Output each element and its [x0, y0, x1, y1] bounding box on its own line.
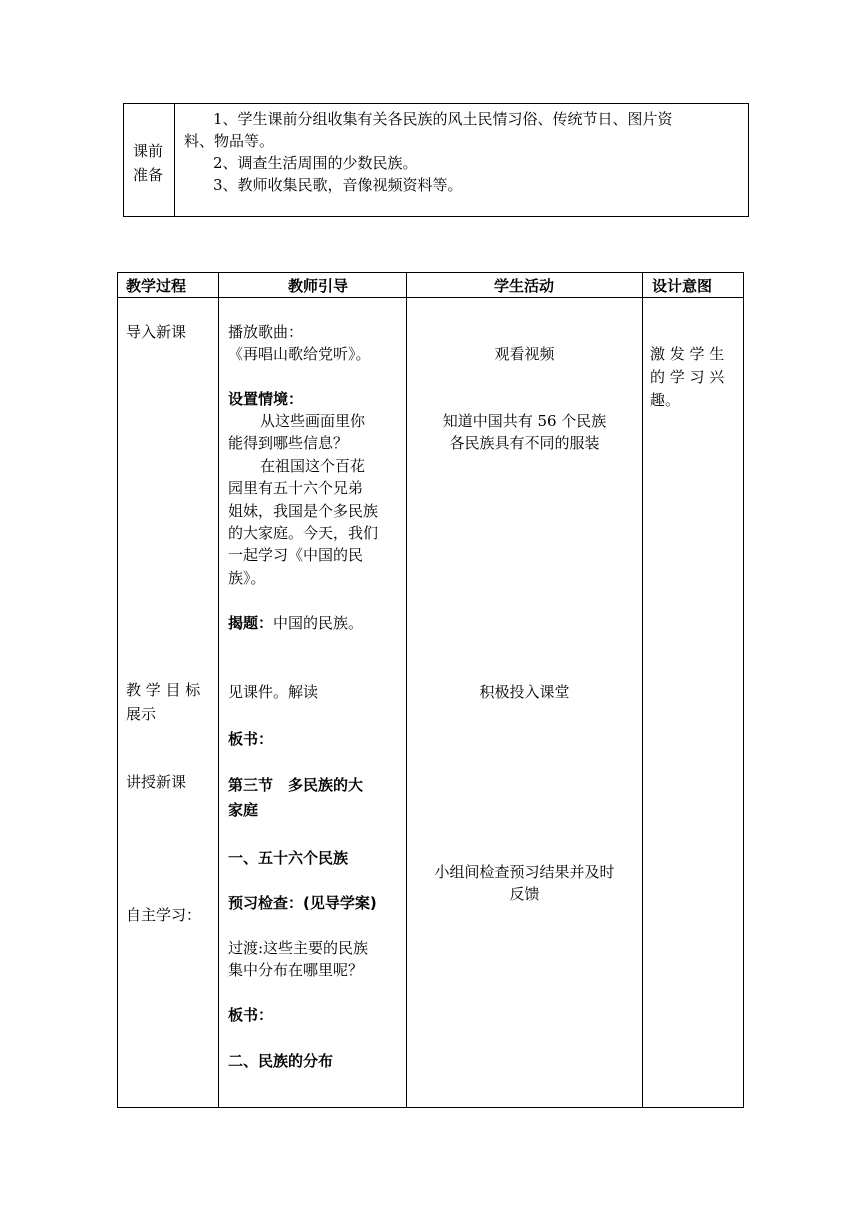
- teacher-topic-text: 中国的民族。: [273, 614, 364, 632]
- intent-line2: 的 学 习 兴: [650, 368, 725, 386]
- teacher-section-line2: 家庭: [228, 801, 259, 819]
- header-student: 学生活动: [494, 277, 555, 295]
- preparation-content-cell: [175, 104, 748, 216]
- teacher-preview-check: 预习检查：(见导学案): [228, 894, 377, 912]
- student-group-line2: 反馈: [509, 885, 540, 903]
- student-watch-video: 观看视频: [494, 345, 555, 363]
- header-divider: [118, 297, 743, 298]
- teacher-scene-p1-line1: 从这些画面里你: [260, 412, 366, 430]
- column-divider: [218, 273, 219, 1107]
- preparation-label-cell: [124, 104, 175, 216]
- teacher-song-line1: 播放歌曲：: [228, 323, 304, 341]
- process-intro: 导入新课: [126, 323, 187, 341]
- teacher-scene-p2-line1: 在祖国这个百花: [260, 457, 366, 475]
- prep-item-1-line-1: 1、学生课前分组收集有关各民族的风土民情习俗、传统节日、图片资: [213, 110, 673, 128]
- teacher-scene-p2-line5: 一起学习《中国的民: [228, 546, 364, 564]
- teacher-board-label-1: 板书：: [228, 730, 274, 748]
- teacher-part-2: 二、民族的分布: [228, 1052, 334, 1070]
- teaching-process-table: [117, 272, 744, 1108]
- preparation-label-line2: 准备: [133, 166, 164, 184]
- header-intent: 设计意图: [652, 277, 713, 295]
- intent-line1: 激 发 学 生: [650, 345, 725, 363]
- teacher-part-1: 一、五十六个民族: [228, 849, 349, 867]
- teacher-scene-p2-line6: 族》。: [228, 569, 266, 587]
- teacher-transition-line1: 过渡:这些主要的民族: [228, 939, 369, 957]
- process-goal-line2: 展示: [126, 705, 157, 723]
- preparation-label-line1: 课前: [133, 142, 164, 160]
- teacher-scene-label: 设置情境：: [228, 390, 304, 408]
- teacher-scene-p1-line2: 能得到哪些信息？: [228, 434, 349, 452]
- prep-item-1-line-2: 料、物品等。: [184, 132, 275, 150]
- process-self-study: 自主学习：: [126, 906, 202, 924]
- teacher-topic: [228, 614, 363, 632]
- process-goal-line1: 教 学 目 标: [126, 681, 201, 699]
- student-group-line1: 小组间检查预习结果并及时: [434, 863, 615, 881]
- teacher-scene-p2-line2: 园里有五十六个兄弟: [228, 479, 364, 497]
- preparation-table: [123, 103, 749, 217]
- teacher-topic-label: 揭题：: [228, 614, 274, 632]
- teacher-song-line2: 《再唱山歌给党听》。: [228, 345, 371, 363]
- student-know-line2: 各民族具有不同的服装: [449, 434, 600, 452]
- teacher-section-line1: 第三节 多民族的大: [228, 776, 364, 794]
- teacher-board-label-2: 板书：: [228, 1006, 274, 1024]
- column-divider: [642, 273, 643, 1107]
- student-engage: 积极投入课堂: [479, 683, 570, 701]
- prep-item-3: 3、教师收集民歌，音像视频资料等。: [213, 176, 463, 194]
- header-process: 教学过程: [126, 277, 187, 295]
- header-teacher: 教师引导: [288, 277, 349, 295]
- student-know-line1: 知道中国共有 56 个民族: [442, 412, 607, 430]
- process-teach: 讲授新课: [126, 773, 187, 791]
- prep-item-2: 2、调查生活周围的少数民族。: [213, 154, 418, 172]
- teacher-transition-line2: 集中分布在哪里呢？: [228, 961, 364, 979]
- teacher-scene-p2-line4: 的大家庭。今天，我们: [228, 524, 379, 542]
- intent-line3: 趣。: [650, 391, 681, 409]
- teacher-courseware: 见课件。解读: [228, 683, 319, 701]
- teacher-scene-p2-line3: 姐妹，我国是个多民族: [228, 502, 379, 520]
